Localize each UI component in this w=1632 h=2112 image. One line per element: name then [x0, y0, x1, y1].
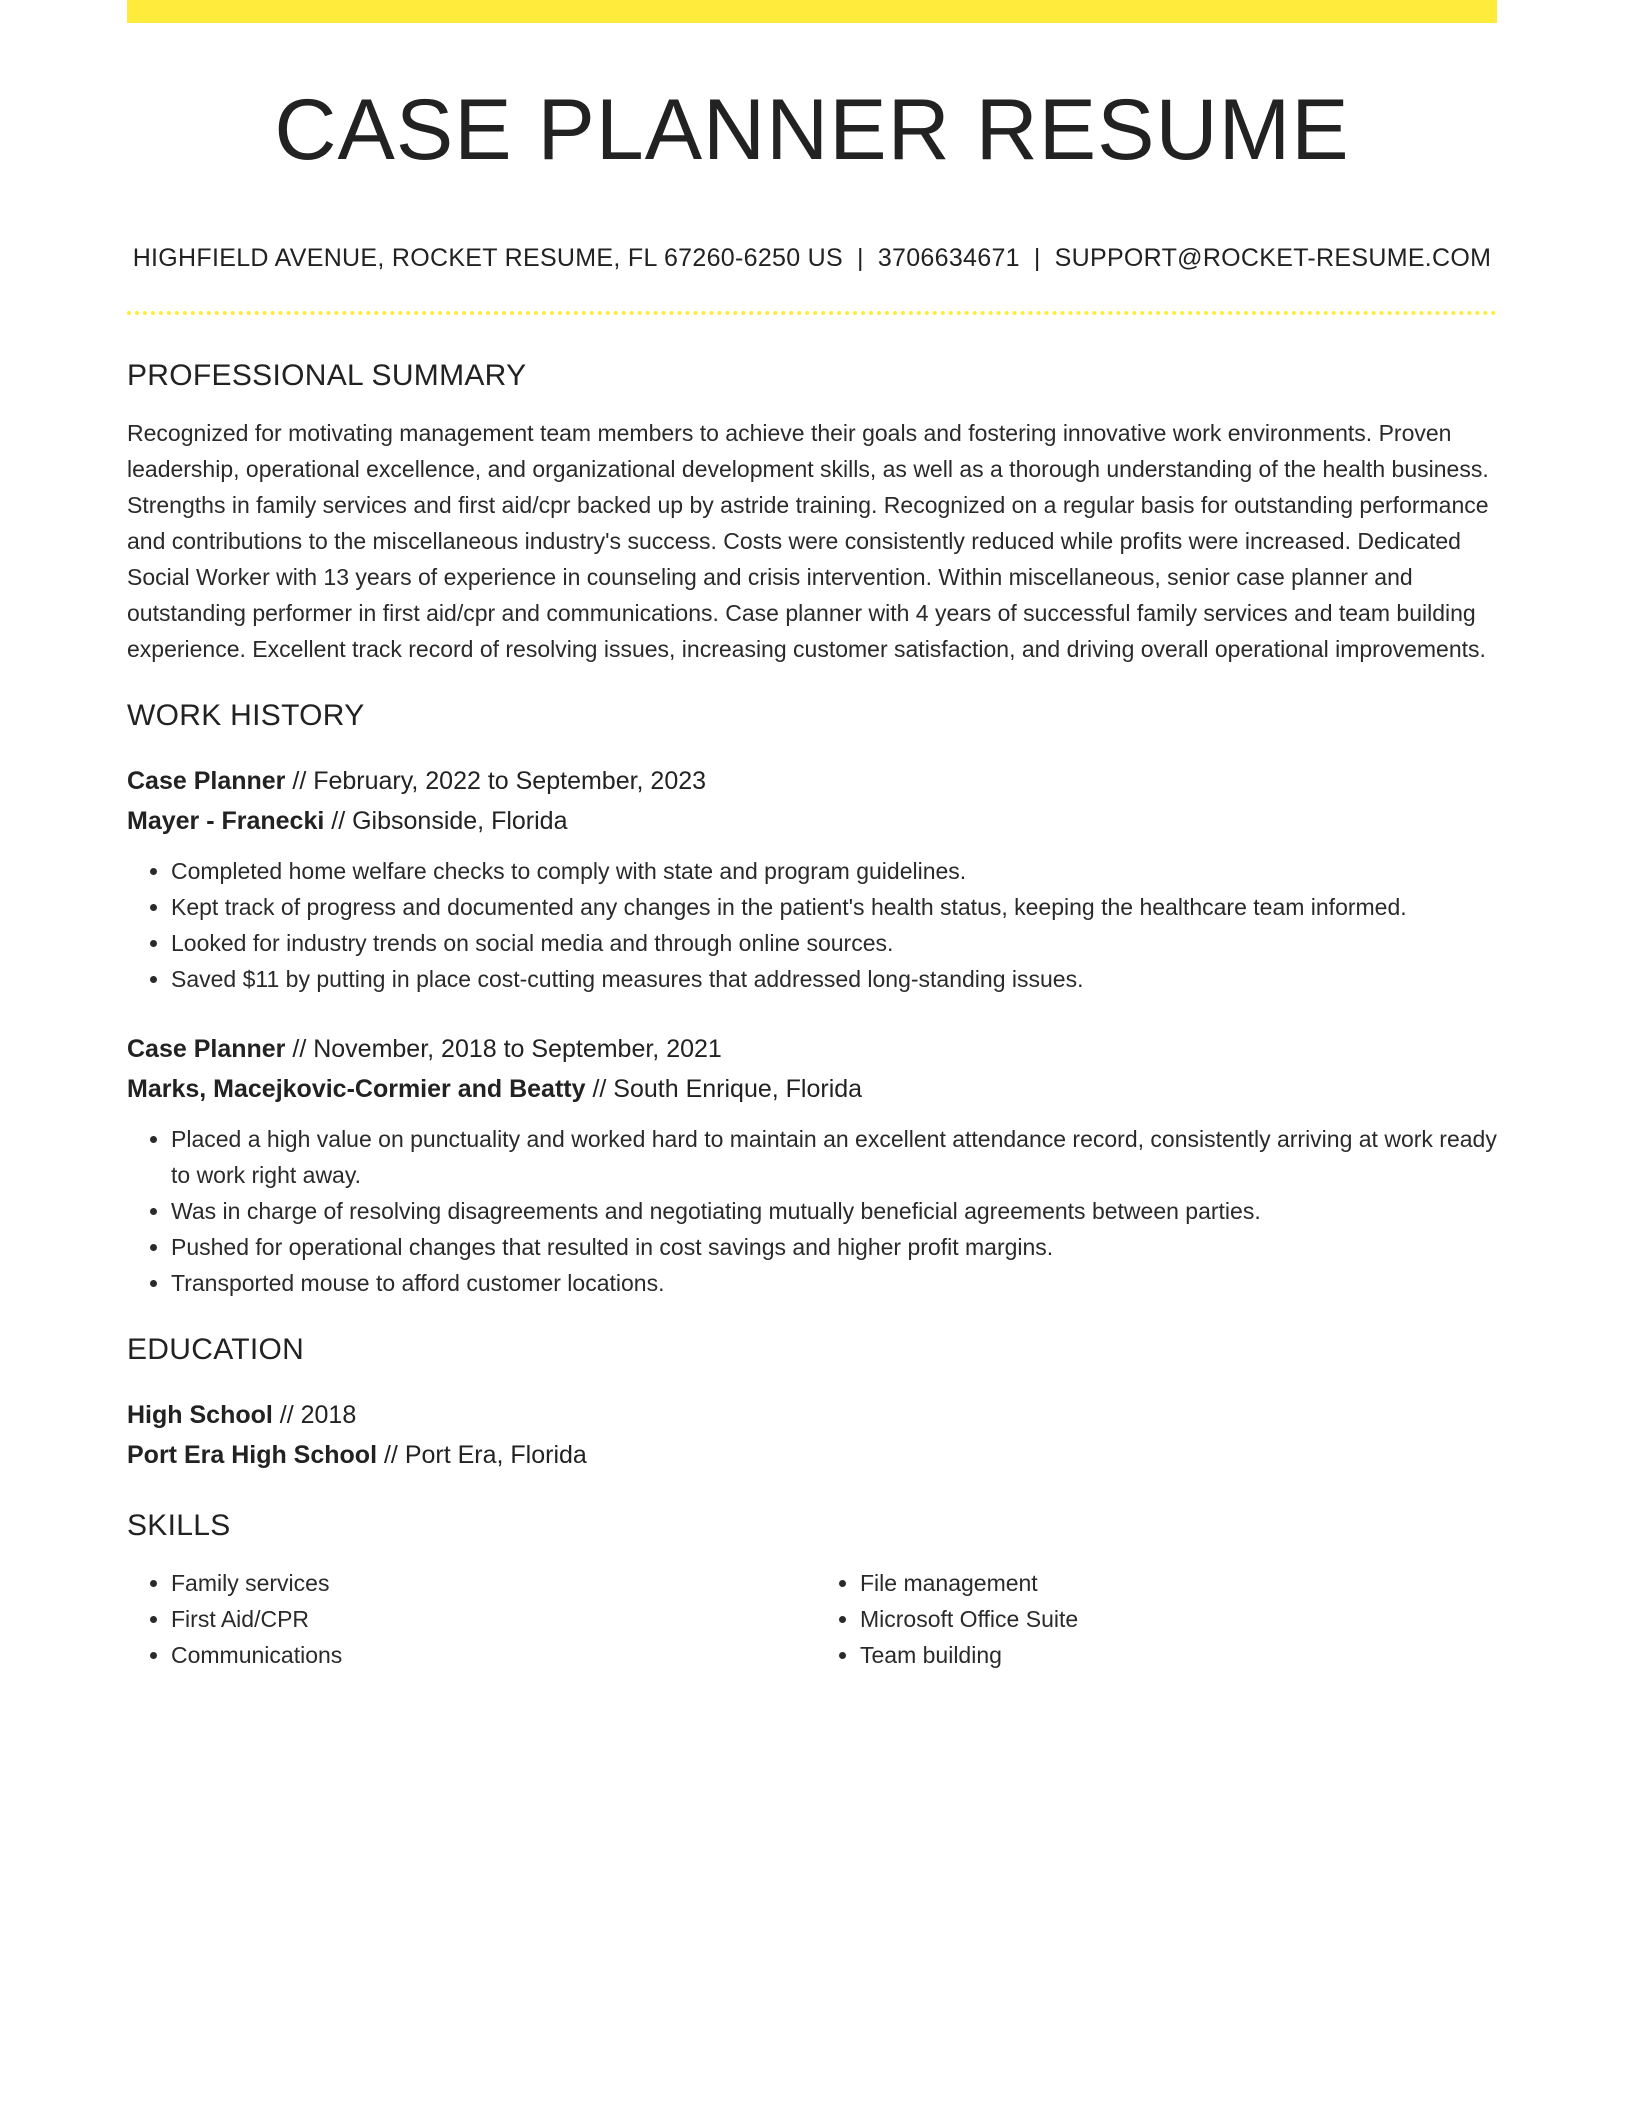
job-company: Marks, Macejkovic-Cormier and Beatty [127, 1074, 586, 1103]
contact-line [127, 244, 1497, 273]
job-company-line [127, 801, 1497, 841]
skills-heading: SKILLS [127, 1508, 231, 1542]
job-bullets [127, 1121, 1497, 1301]
skill-item: • File management [860, 1565, 1497, 1601]
job-title: Case Planner [127, 766, 286, 795]
skill-item: • Team building [860, 1637, 1497, 1673]
job-bullet: • Was in charge of resolving disagreements and negotiating mutually beneficial agreements between parties. [171, 1193, 1497, 1229]
contact-separator: | [1033, 243, 1041, 272]
job-title: Case Planner [127, 1034, 286, 1063]
skill-item: • First Aid/CPR [171, 1601, 812, 1637]
summary-text: Recognized for motivating management team members to achieve their goals and fostering innovative work environments. Proven leadership, operational excellence, and organizational development skills, as well as a thorough understanding of the health business. Strengths in family services and first aid/cpr backed up by astride training. Recognized on a regular basis for outstanding performance and contributions to the miscellaneous industry's success. Costs were consistently reduced while profits were increased. Dedicated Social Worker with 13 years of experience in counseling and crisis intervention. Within miscellaneous, senior case planner and outstanding performer in first aid/cpr and communications. Case planner with 4 years of successful family services and team building experience. Excellent track record of resolving issues, increasing customer satisfaction, and driving overall operational improvements. [127, 419, 1489, 662]
job-bullet: • Placed a high value on punctuality and worked hard to maintain an excellent attendance record, consistently arriving at work ready to work right away. [171, 1121, 1497, 1193]
education-degree: High School [127, 1400, 273, 1429]
education-school: Port Era High School [127, 1440, 378, 1469]
job-title-line [127, 1029, 1497, 1069]
job-location: // Gibsonside, Florida [324, 806, 568, 835]
contact-separator: | [857, 243, 864, 272]
summary-heading: PROFESSIONAL SUMMARY [127, 358, 527, 392]
job-title-line [127, 761, 1497, 801]
job-bullet: • Looked for industry trends on social media and through online sources. [171, 925, 1497, 961]
education-location: // Port Era, Florida [377, 1440, 587, 1469]
skill-item: • Communications [171, 1637, 812, 1673]
dotted-divider [127, 311, 1497, 315]
job-bullet: • Saved $11 by putting in place cost-cutting measures that addressed long-standing issues. [171, 961, 1497, 997]
skill-item: • Family services [171, 1565, 812, 1601]
skills-column-right [812, 1565, 1497, 1673]
job-dates: // November, 2018 to September, 2021 [285, 1034, 722, 1063]
job-entry [127, 1029, 1497, 1301]
job-bullet: • Kept track of progress and documented any changes in the patient's health status, keeping the healthcare team informed. [171, 889, 1497, 925]
job-entry [127, 761, 1497, 997]
education-entry [127, 1395, 1497, 1475]
job-bullets [127, 853, 1497, 997]
skills-list [127, 1565, 1497, 1673]
job-bullet: • Transported mouse to afford customer locations. [171, 1265, 1497, 1301]
job-company-line [127, 1069, 1497, 1109]
resume-title: CASE PLANNER RESUME [274, 82, 1350, 178]
contact-address: HIGHFIELD AVENUE, ROCKET RESUME, FL 67260-6250 US [132, 243, 844, 272]
contact-phone: 3706634671 [877, 243, 1020, 272]
top-accent-bar [127, 0, 1497, 23]
contact-email: SUPPORT@ROCKET-RESUME.COM [1054, 243, 1492, 272]
job-bullet: • Pushed for operational changes that resulted in cost savings and higher profit margins. [171, 1229, 1497, 1265]
skill-item: • Microsoft Office Suite [860, 1601, 1497, 1637]
skills-column-left [127, 1565, 812, 1673]
job-location: // South Enrique, Florida [585, 1074, 863, 1103]
job-bullet: • Completed home welfare checks to comply with state and program guidelines. [171, 853, 1497, 889]
education-degree-line [127, 1395, 1497, 1435]
education-year: // 2018 [272, 1400, 357, 1429]
education-school-line [127, 1435, 1497, 1475]
resume-page [127, 0, 1497, 1673]
job-company: Mayer - Franecki [127, 806, 325, 835]
education-heading: EDUCATION [127, 1332, 305, 1366]
work-history-heading: WORK HISTORY [127, 698, 365, 732]
job-dates: // February, 2022 to September, 2023 [285, 766, 707, 795]
